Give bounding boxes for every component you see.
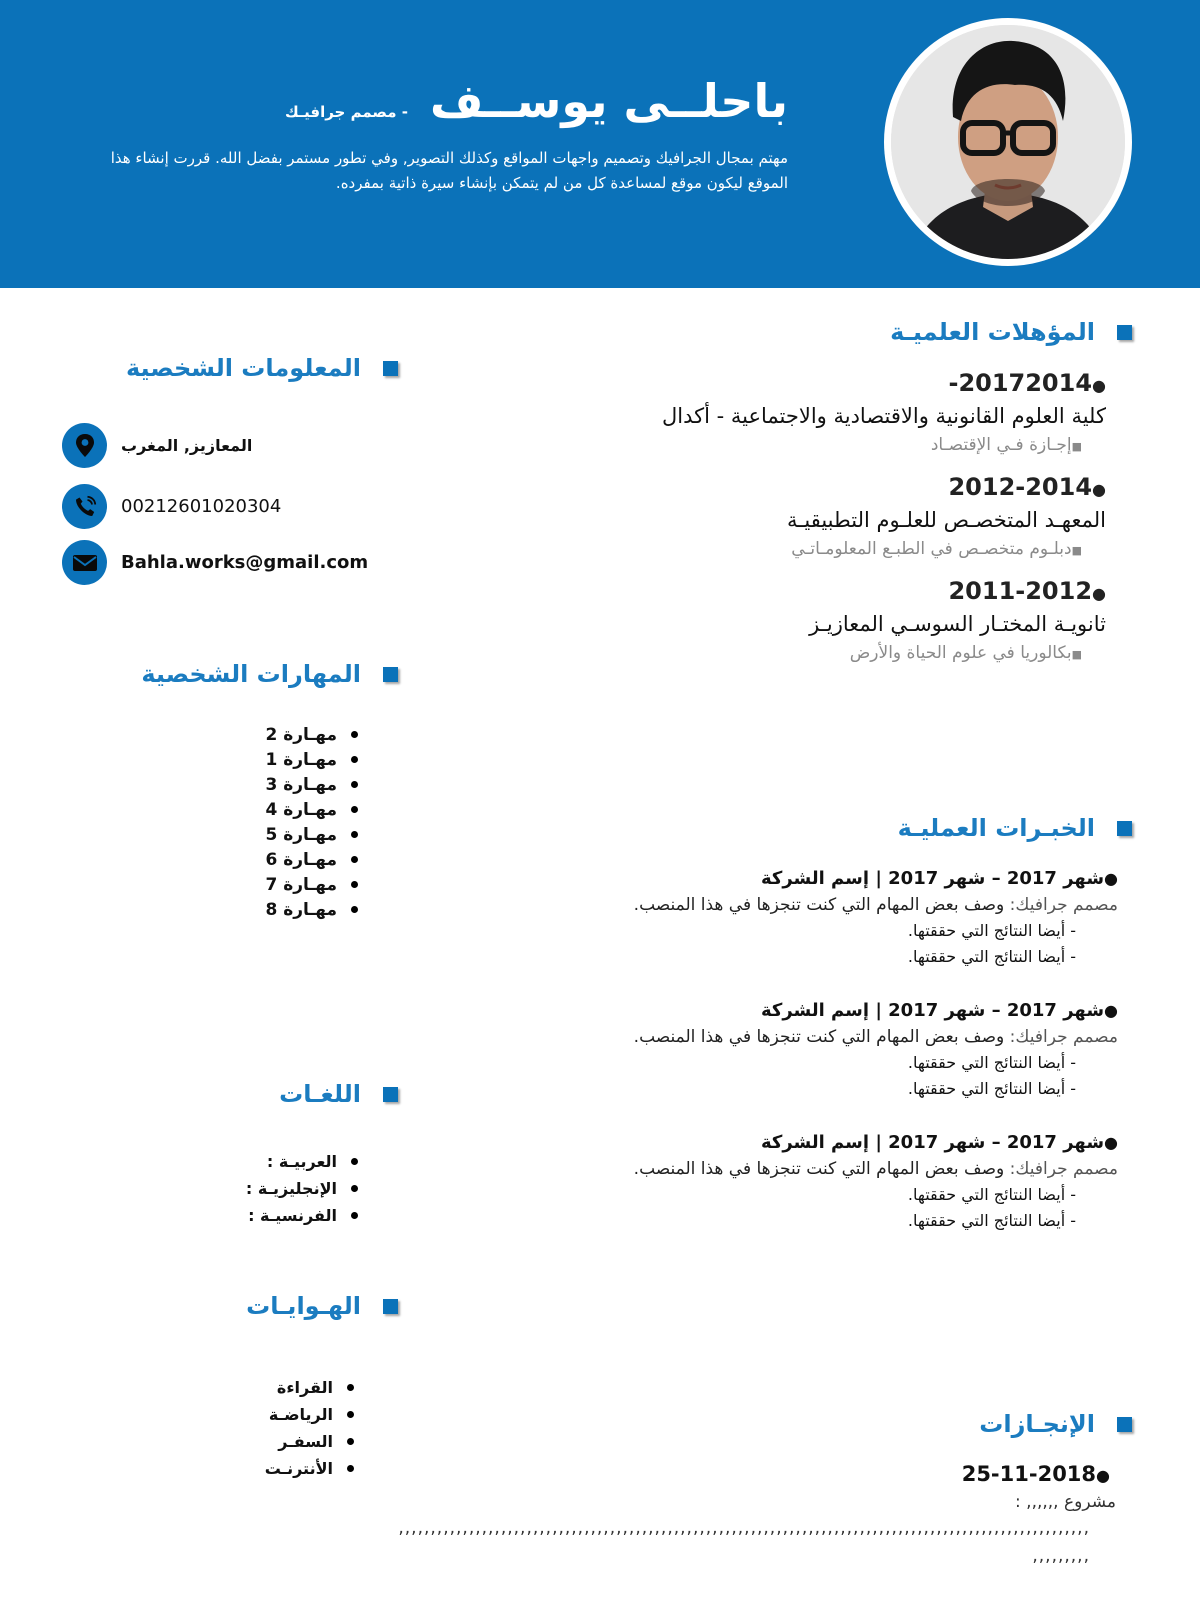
location-pin-icon (62, 423, 107, 468)
profile-bio: مهتم بمجال الجرافيك وتصميم واجهات المواقع وكذلك التصوير, وفي تطور مستمر بفضل الله. قررت إنشاء هذا الموقع ليكون موقع لمساعدة كل من لم يتمكن بإنشاء سيرة ذاتية بمفرده. (110, 149, 788, 192)
section-square-icon (383, 1299, 398, 1314)
list-item: مهـارة 5 (265, 822, 358, 847)
hobbies-title: الهـوايـات (246, 1292, 361, 1320)
achievement-detail-line: ,,,,,,,,, (1032, 1546, 1090, 1566)
section-square-icon (383, 361, 398, 376)
email-row (62, 540, 368, 585)
experience-title: الخبـرات العمليـة (897, 814, 1095, 842)
experience-description: مصمم جرافيك: وصف بعض المهام التي كنت تنجزها في هذا المنصب. (633, 1027, 1118, 1047)
phone-icon (62, 484, 107, 529)
job-title: - مصمم جرافيـك (285, 103, 408, 121)
education-heading (890, 318, 1132, 346)
bullet-icon (351, 756, 358, 763)
bullet-icon (351, 781, 358, 788)
experience-item (558, 1130, 1118, 1234)
experience-result: - أيضا النتائج التي حققتها. (907, 1053, 1076, 1072)
bullet-icon (351, 731, 358, 738)
bullet-icon (347, 1438, 354, 1445)
achievement-detail-line: ,,,,,,,,,,,,,,,,,,,,,,,,,,,,,,,,,,,,,,,,,,,,,,,,,,,,,,,,,,,,,,,,,,,,,,,,,,,,,,,,,,,,,,,,,,,,,,,,,,,,,,,,,,,, (398, 1518, 1090, 1538)
education-title: المؤهلات العلميـة (890, 318, 1095, 346)
list-item: الرياضـة (265, 1401, 354, 1428)
personal-info-heading (126, 354, 398, 382)
list-item: القراءة (265, 1374, 354, 1401)
list-item: مهـارة 4 (265, 797, 358, 822)
list-item: الإنجليزيـة : (246, 1175, 358, 1202)
section-square-icon (383, 1087, 398, 1102)
languages-heading (279, 1080, 398, 1108)
hobbies-heading (246, 1292, 398, 1320)
education-degree: ■دبلـوم متخصـص في الطبـع المعلومـاتـي (791, 539, 1082, 559)
education-degree: ■إجـازة فـي الإقتصـاد (930, 435, 1082, 455)
achievement-project: مشروع ,,,,,, : (1015, 1492, 1116, 1512)
bullet-icon (351, 831, 358, 838)
experience-description: مصمم جرافيك: وصف بعض المهام التي كنت تنجزها في هذا المنصب. (633, 1159, 1118, 1179)
bullet-icon (351, 1158, 358, 1165)
education-school: المعهـد المتخصـص للعلـوم التطبيقيـة (786, 508, 1106, 532)
hobbies-list (265, 1374, 354, 1482)
list-item: مهـارة 2 (265, 722, 358, 747)
experience-header: ●شهر 2017 – شهر 2017 | إسم الشركة (760, 1132, 1118, 1153)
list-item: مهـارة 3 (265, 772, 358, 797)
education-school: كلية العلوم القانونية والاقتصادية والاجتماعية - أكدال (661, 404, 1106, 428)
bullet-icon (347, 1384, 354, 1391)
education-years: ●2011-2012 (948, 577, 1106, 605)
location-row (62, 423, 252, 468)
bullet-icon (351, 856, 358, 863)
bullet-icon (351, 881, 358, 888)
location-text: المعازيز, المغرب (121, 436, 253, 455)
education-item (506, 368, 1106, 461)
section-square-icon (1117, 325, 1132, 340)
profile-photo (891, 25, 1125, 259)
section-square-icon (1117, 1417, 1132, 1432)
experience-description: مصمم جرافيك: وصف بعض المهام التي كنت تنجزها في هذا المنصب. (633, 895, 1118, 915)
education-school: ثانويـة المختـار السوسـي المعازيـز (809, 612, 1106, 636)
list-item: الأنترنـت (265, 1455, 354, 1482)
list-item: مهـارة 7 (265, 872, 358, 897)
phone-number[interactable]: 00212601020304 (121, 496, 282, 517)
experience-result: - أيضا النتائج التي حققتها. (907, 1211, 1076, 1230)
list-item: العربيـة : (246, 1148, 358, 1175)
bullet-icon (351, 906, 358, 913)
education-item (506, 576, 1106, 669)
list-item: مهـارة 6 (265, 847, 358, 872)
phone-row (62, 484, 281, 529)
achievements-title: الإنجـازات (979, 1410, 1095, 1438)
experience-item (558, 998, 1118, 1102)
skills-title: المهارات الشخصية (141, 660, 361, 688)
experience-header: ●شهر 2017 – شهر 2017 | إسم الشركة (760, 868, 1118, 889)
experience-result: - أيضا النتائج التي حققتها. (907, 947, 1076, 966)
section-square-icon (383, 667, 398, 682)
languages-title: اللغـات (279, 1080, 361, 1108)
education-item (506, 472, 1106, 565)
languages-list (246, 1148, 358, 1229)
header-name-line (285, 74, 788, 128)
education-degree: ■بكالوريا في علوم الحياة والأرض (849, 643, 1082, 663)
personal-info-title: المعلومات الشخصية (125, 354, 361, 382)
full-name: باحلــى يوســف (429, 74, 788, 128)
bullet-icon (347, 1465, 354, 1472)
education-years: ●2012-2014 (948, 473, 1106, 501)
skills-heading (141, 660, 398, 688)
skills-list (265, 722, 358, 922)
section-square-icon (1117, 821, 1132, 836)
bullet-icon (351, 1185, 358, 1192)
envelope-icon (62, 540, 107, 585)
bullet-icon (347, 1411, 354, 1418)
experience-result: - أيضا النتائج التي حققتها. (907, 921, 1076, 940)
list-item: السفـر (265, 1428, 354, 1455)
experience-item (558, 866, 1118, 970)
achievements-heading (979, 1410, 1132, 1438)
email-address[interactable]: Bahla.works@gmail.com (121, 552, 369, 573)
experience-heading (898, 814, 1132, 842)
bullet-icon (351, 806, 358, 813)
achievement-date: ●25-11-2018 (961, 1462, 1110, 1486)
experience-result: - أيضا النتائج التي حققتها. (907, 1185, 1076, 1204)
bullet-icon (351, 1212, 358, 1219)
list-item: مهـارة 1 (265, 747, 358, 772)
experience-result: - أيضا النتائج التي حققتها. (907, 1079, 1076, 1098)
education-years: ●20172014- (948, 369, 1106, 397)
experience-header: ●شهر 2017 – شهر 2017 | إسم الشركة (760, 1000, 1118, 1021)
list-item: الفرنسيـة : (246, 1202, 358, 1229)
list-item: مهـارة 8 (265, 897, 358, 922)
